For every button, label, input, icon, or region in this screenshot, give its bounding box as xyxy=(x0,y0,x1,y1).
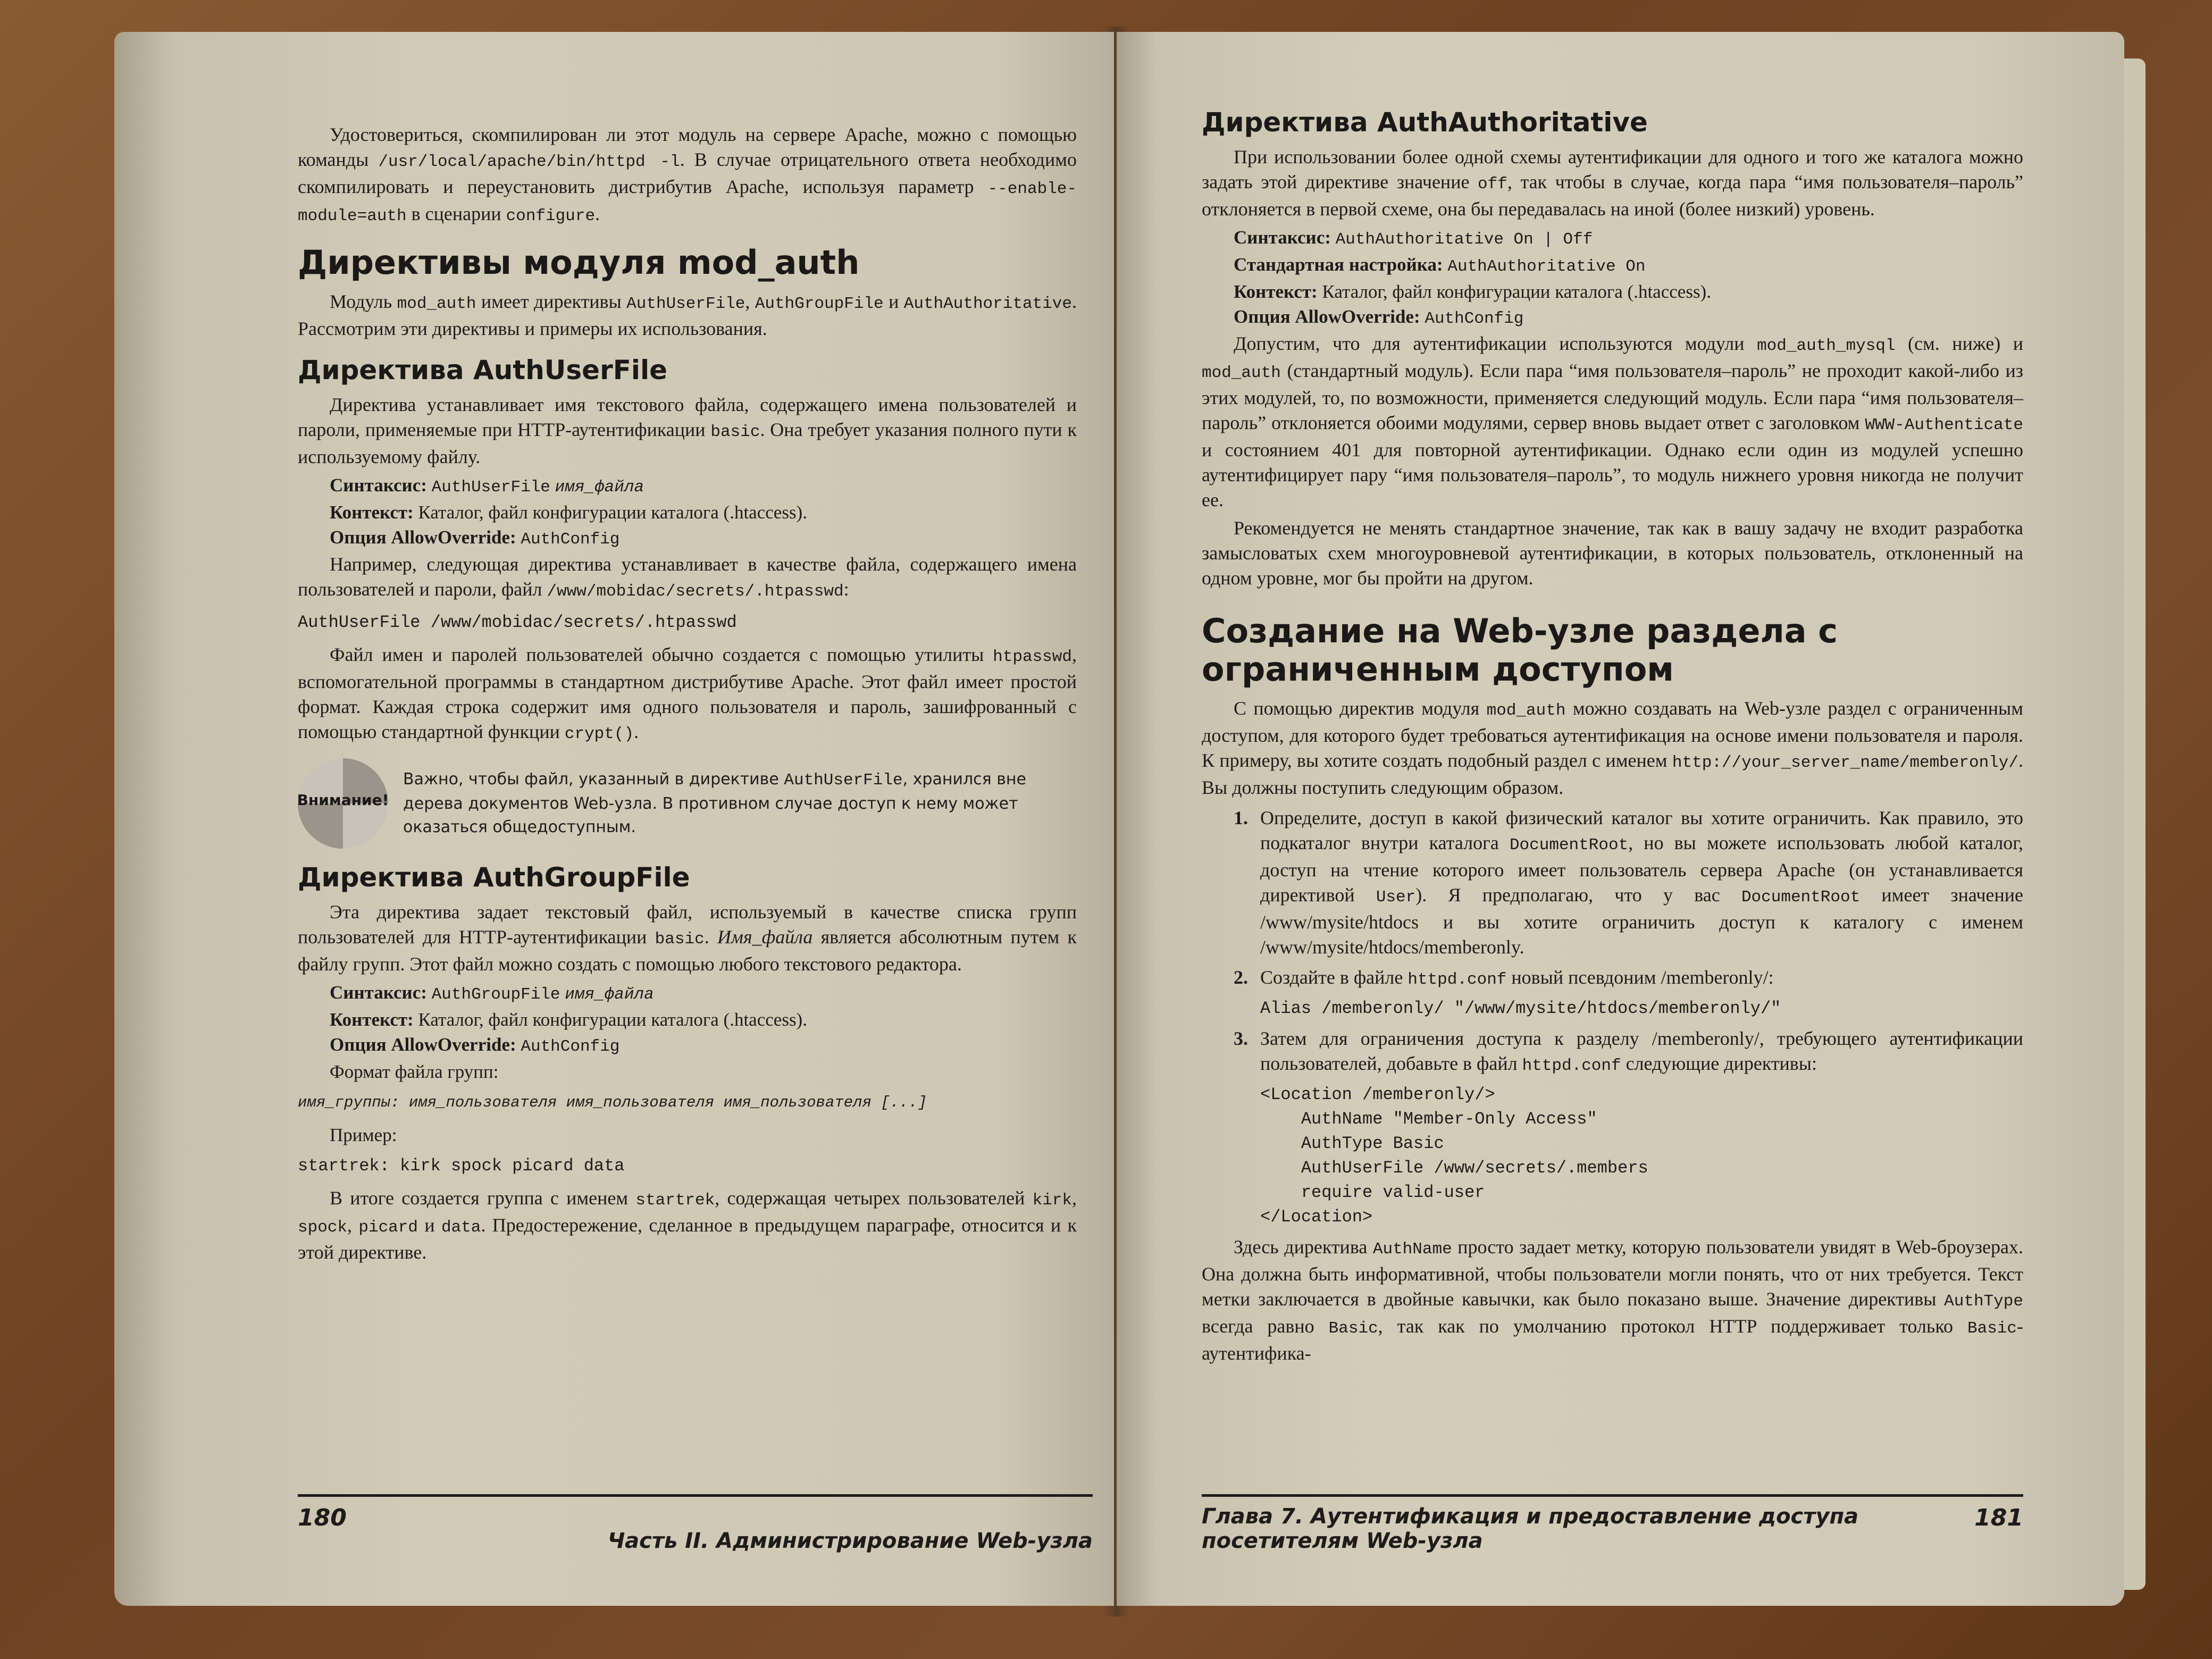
intro-paragraph: Удостовериться, скомпилирован ли этот модуль на сервере Apache, можно с помощью команды /usr/local/apache/bin/httpd -l. В случае отрицательного ответа необходимо скомпилировать и переустановить дистрибутив Apache, используя параметр --enable-module=auth в сценарии configure. xyxy=(298,124,1077,225)
page-number-right: 181 xyxy=(1974,1504,2023,1531)
userfile-example-paragraph: Например, следующая директива устанавливает в качестве файла, содержащего имена пользователей и пароли, файл /www/mobidac/secrets/.htpasswd: xyxy=(298,554,1077,601)
userfile-context: Контекст: Каталог, файл конфигурации каталога (.htaccess). xyxy=(330,502,807,523)
heading-authgroupfile: Директива AuthGroupFile xyxy=(298,862,690,893)
running-head-left: Часть II. Администрирование Web-узла xyxy=(607,1529,1093,1553)
alias-code: Alias /memberonly/ "/www/mysite/htdocs/memberonly/" xyxy=(1260,999,1781,1018)
groupfile-context: Контекст: Каталог, файл конфигурации каталога (.htaccess). xyxy=(330,1009,807,1030)
footer-rule xyxy=(1202,1494,2023,1497)
warning-text: Важно, чтобы файл, указанный в директиве AuthUserFile, хранился вне дерева документов Web-узла. В противном случае доступ к нему может оказаться общедоступным. xyxy=(403,770,1026,836)
section-paragraph-2: Здесь директива AuthName просто задает метку, которую пользователи увидят в Web-броузерах. Она должна быть информативной, чтобы пользователи могли понять, что от них требуется. Текст метки заключается в двойные кавычки, как было показано выше. Значение директивы AuthType всегда равно Basic, так как по умолчанию протокол HTTP поддерживает только Basic-аутентифика- xyxy=(1202,1236,2023,1364)
groupfile-format-code: имя_группы: имя_пользователя имя_пользователя имя_пользователя [...] xyxy=(298,1094,927,1111)
running-head-right: Глава 7. Аутентификация и предоставление доступа посетителям Web-узла xyxy=(1202,1504,1859,1553)
page-number-left: 180 xyxy=(298,1504,347,1531)
authoritative-override: Опция AllowOverride: AuthConfig xyxy=(1234,306,1524,328)
list-item: 1. Определите, доступ в какой физический каталог вы хотите ограничить. Как правило, это подкаталог внутри каталога DocumentRoot, но вы можете использовать любой каталог, доступ на чтение которого имеет пользователь сервера Apache (он устанавливается директивой User). Я предполагаю, что у вас DocumentRoot имеет значение /www/mysite/htdocs и вы хотите ограничить доступ к каталогу с именем /www/mysite/htdocs/memberonly. xyxy=(1234,807,2023,958)
section-paragraph-1: С помощью директив модуля mod_auth можно создавать на Web-узле раздел с ограниченным доступом, для которого будет требоваться аутентификация на основе имени пользователя и пароля. К примеру, вы хотите создать подобный раздел с именем http://your_server_name/memberonly/. Вы должны поступить следующим образом. xyxy=(1202,698,2023,798)
authoritative-syntax: Синтаксис: AuthAuthoritative On | Off xyxy=(1234,227,1593,249)
authoritative-paragraph-2: Допустим, что для аутентификации используются модули mod_auth_mysql (см. ниже) и mod_auth (стандартный модуль). Если пара “имя пользователя–пароль” не проходит какой-либо из этих модулей, то, по возможности, применяется следующий модуль. Если пара “имя пользователя–пароль” отклоняется обоими модулями, сервер вновь выдает ответ с заголовком WWW-Authenticate и состоянием 401 для повторной аутентификации. Однако если один из модулей успешно аутентифицирует пару “имя пользователя–пароль”, то модуль нижнего уровня никогда не получит ее. xyxy=(1202,333,2023,510)
authoritative-default: Стандартная настройка: AuthAuthoritative On xyxy=(1234,254,1646,276)
heading-authuserfile: Директива AuthUserFile xyxy=(298,355,668,386)
left-page-footer xyxy=(298,1494,1093,1574)
userfile-example-code: AuthUserFile /www/mobidac/secrets/.htpasswd xyxy=(298,613,737,632)
userfile-override: Опция AllowOverride: AuthConfig xyxy=(330,527,620,549)
heading-mod-auth: Директивы модуля mod_auth xyxy=(298,243,860,282)
groupfile-paragraph-2: В итоге создается группа с именем startrek, содержащая четырех пользователей kirk, spock, picard и data. Предостережение, сделанное в предыдущем параграфе, относится и к этой директиве. xyxy=(298,1187,1077,1263)
heading-authauthoritative: Директива AuthAuthoritative xyxy=(1202,107,1648,138)
groupfile-format-label: Формат файла групп: xyxy=(330,1061,499,1082)
list-item: 2. Создайте в файле httpd.conf новый псевдоним /memberonly/: Alias /memberonly/ "/www/mysite/htdocs/memberonly/" xyxy=(1202,965,2023,1021)
groupfile-example-code: startrek: kirk spock picard data xyxy=(298,1156,625,1176)
authoritative-paragraph-1: При использовании более одной схемы аутентификации для одного и того же каталога можно задать этой директиве значение off, так чтобы в случае, когда пара “имя пользователя–пароль” отклоняется в первой схеме, она бы передавалась на иной (более низкий) уровень. xyxy=(1202,146,2023,220)
right-page xyxy=(1117,32,2124,1606)
groupfile-example-label: Пример: xyxy=(330,1125,397,1145)
mod-auth-paragraph: Модуль mod_auth имеет директивы AuthUserFile, AuthGroupFile и AuthAuthoritative. Рассмотрим эти директивы и примеры их использования. xyxy=(298,291,1077,339)
heading-restricted-section: Создание на Web-узле раздела с ограниченным доступом xyxy=(1202,611,1838,689)
userfile-paragraph-1: Директива устанавливает имя текстового файла, содержащего имена пользователей и пароли, применяемые при HTTP-аутентификации basic. Она требует указания полного пути к используемому файлу. xyxy=(298,394,1077,467)
userfile-syntax: Синтаксис: AuthUserFile имя_файла xyxy=(330,475,644,497)
list-item: 3. Затем для ограничения доступа к разделу /memberonly/, требующего аутентификации пользователей, добавьте в файл httpd.conf следующие директивы: <Location /memberonly/> AuthName "Member-Only Access" AuthType Basic AuthUserFile /www/secrets/.members require valid-user </Location> xyxy=(1202,1026,2023,1229)
warning-icon: Внимание! xyxy=(298,758,388,849)
location-code: <Location /memberonly/> AuthName "Member-Only Access" AuthType Basic AuthUserFile /www/secrets/.members require valid-user </Location> xyxy=(1260,1085,1648,1227)
right-page-footer xyxy=(1202,1494,2023,1574)
left-page xyxy=(114,32,1114,1606)
userfile-paragraph-2: Файл имен и паролей пользователей обычно создается с помощью утилиты htpasswd, вспомогательной программы в стандартном дистрибутиве Apache. Этот файл имеет простой формат. Каждая строка содержит имя одного пользователя и пароль, зашифрованный с помощью стандартной функции crypt(). xyxy=(298,644,1077,743)
open-book xyxy=(114,16,2124,1638)
warning-note xyxy=(298,758,1077,849)
steps-list xyxy=(1202,806,2023,1229)
groupfile-paragraph-1: Эта директива задает текстовый файл, используемый в качестве списка групп пользователей для HTTP-аутентификации basic. Имя_файла является абсолютным путем к файлу групп. Этот файл можно создать с помощью любого текстового редактора. xyxy=(298,901,1077,975)
authoritative-paragraph-3: Рекомендуется не менять стандартное значение, так как в вашу задачу не входит разработка замысловатых схем многоуровневой аутентификации, в которых пользователь, отклоненный на одном уровне, мог бы пройти на другом. xyxy=(1202,517,2023,589)
authoritative-context: Контекст: Каталог, файл конфигурации каталога (.htaccess). xyxy=(1234,281,1711,302)
groupfile-override: Опция AllowOverride: AuthConfig xyxy=(330,1034,620,1056)
groupfile-syntax: Синтаксис: AuthGroupFile имя_файла xyxy=(330,982,654,1004)
